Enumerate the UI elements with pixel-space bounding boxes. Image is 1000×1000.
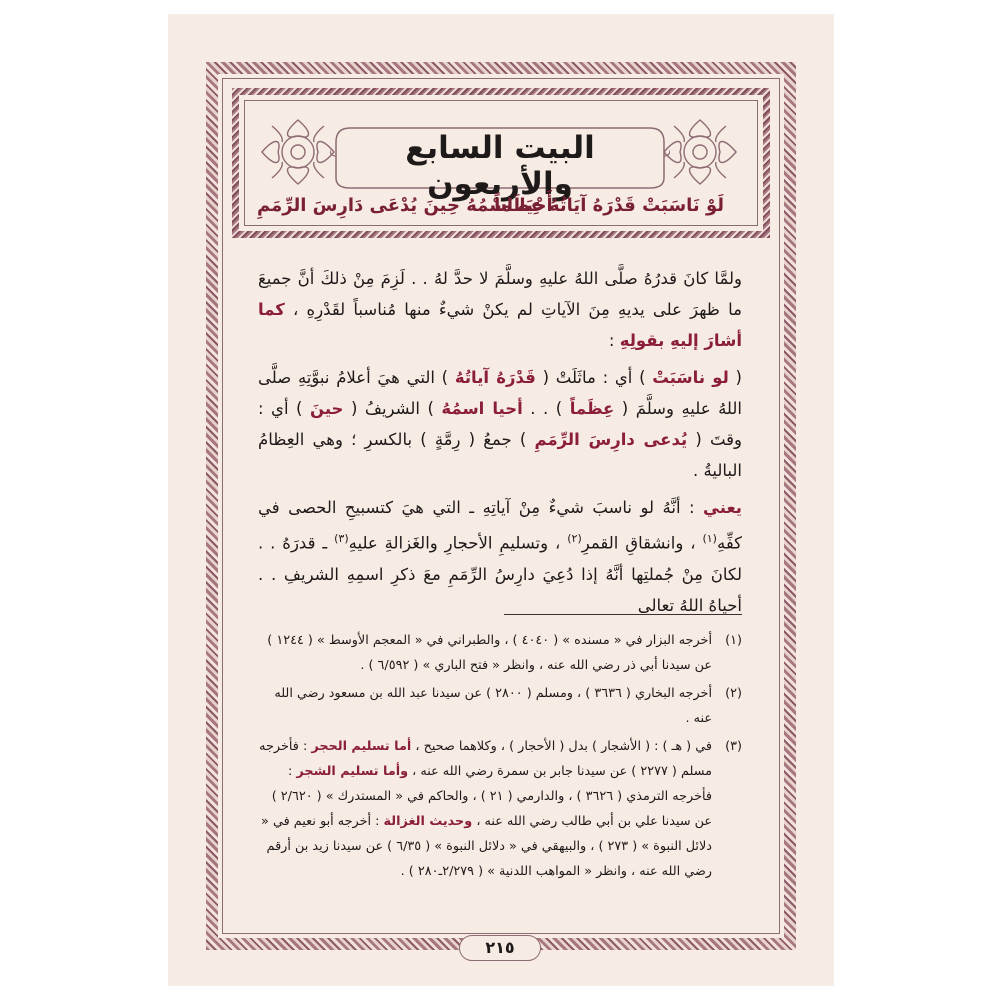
- highlighted-term: حينَ: [309, 399, 344, 418]
- highlighted-term: عِظَماً: [569, 399, 615, 418]
- footnote-number: (٣): [725, 739, 742, 754]
- footnotes: [258, 628, 742, 887]
- text-run: :: [608, 331, 620, 350]
- text-run: : أنَّهُ لو ناسبَ شيءٌ مِنْ آياتِهِ ـ التي هيَ كتسبيحِ الحصى في كفِّهِ: [258, 498, 743, 553]
- verse-first-hemistich: لَوْ نَاسَبَتْ قَدْرَهُ آيَاتُهُ عِظَماً: [494, 195, 724, 216]
- text-run: ) أي : وقتَ (: [258, 399, 742, 449]
- text-run: ـ قدرَهُ . . لكانَ مِنْ جُملتِها أنَّهُ إذا دُعِيَ دارِسُ الرِّمَمِ معَ ذكرِ اسمِهِ الشريفِ . . أحياهُ اللهُ تعالى: [258, 533, 742, 615]
- highlighted-term: يعني: [703, 498, 742, 517]
- footnote-separator: [504, 614, 742, 615]
- footnote-marker: (١): [702, 532, 717, 545]
- footnote-number: (٢): [725, 686, 742, 701]
- text-run: ، وانشقاقِ القمرِ: [581, 533, 703, 553]
- text-run: ) . .: [522, 399, 570, 418]
- highlighted-term: كما أشارَ إليهِ بقولِهِ: [258, 300, 742, 350]
- highlighted-term: وحديث الغزالة: [383, 814, 473, 829]
- text-run: ) أي : ماثَلَتْ (: [535, 368, 653, 387]
- footnote: [258, 681, 742, 731]
- highlighted-term: لو ناسَبَتْ: [652, 368, 729, 387]
- footnote-marker: (٢): [567, 532, 582, 545]
- text-run: (: [728, 368, 742, 387]
- commentary-text: [258, 263, 742, 627]
- arabesque-ornament-left: [254, 112, 342, 192]
- highlighted-term: وأما تسليم الشجر: [296, 764, 409, 779]
- text-run: ) الشريفُ (: [343, 399, 442, 418]
- paragraph: [258, 362, 742, 486]
- highlighted-term: أما تسليم الحجر: [311, 739, 412, 754]
- text-run: ولمَّا كانَ قدرُهُ صلَّى اللهُ عليهِ وسلَّمَ لا حدَّ لهُ . . لَزِمَ مِنْ ذلكَ أنَّ جميعَ ما ظهرَ على يديهِ مِنَ الآياتِ لم يكنْ شيءٌ منها مُناسباً لقَدْرِهِ ،: [258, 269, 742, 319]
- text-run: ، وتسليمِ الأحجارِ والغَزالةِ عليهِ: [348, 533, 568, 553]
- footnote-marker: (٣): [334, 532, 349, 545]
- highlighted-term: يُدعى دارِسَ الرِّمَمِ: [534, 430, 688, 449]
- page-number: ٢١٥: [459, 935, 541, 961]
- footnote: [258, 628, 742, 678]
- text-run: ) التي هيَ أعلامُ نبوَّتِهِ صلَّى اللهُ عليهِ وسلَّمَ (: [258, 368, 742, 418]
- footnote-number: (١): [725, 633, 742, 648]
- text-run: أخرجه البخاري ( ٣٦٣٦ ) ، ومسلم ( ٢٨٠٠ ) عن سيدنا عبد الله بن مسعود رضي الله عنه .: [274, 686, 712, 726]
- highlighted-term: قَدْرَهُ آياتُهُ: [454, 368, 536, 387]
- chapter-title: البيت السابع والأربعون: [405, 130, 595, 202]
- footnote: [258, 734, 742, 884]
- paragraph: [258, 263, 742, 356]
- highlighted-term: أحيا اسمُهُ: [441, 399, 523, 418]
- verse-second-hemistich: أَحْيَا اسْمُهُ حِينَ يُدْعَى دَارِسَ الرِّمَمِ: [257, 195, 553, 216]
- text-run: : فأخرجه مسلم ( ٢٢٧٧ ) عن سيدنا جابر بن سمرة رضي الله عنه ،: [259, 739, 712, 779]
- text-run: في ( هـ ) : ( الأشجار ) بدل ( الأحجار ) ، وكلاهما صحيح ،: [411, 739, 712, 754]
- text-run: : فأخرجه الترمذي ( ٣٦٢٦ ) ، والدارمي ( ٢١ ) ، والحاكم في « المستدرك » ( ٢/٦٢٠ ) عن سيدنا علي بن أبي طالب رضي الله عنه ،: [271, 764, 712, 829]
- paragraph: [258, 492, 742, 621]
- text-run: أخرجه البزار في « مسنده » ( ٤٠٤٠ ) ، والطبراني في « المعجم الأوسط » ( ١٢٤٤ ) عن سيدنا أبي ذر رضي الله عنه ، وانظر « فتح الباري » ( ٦/٥٩٢ ) .: [267, 633, 712, 673]
- text-run: ) جمعُ ( رِمَّةٍ ) بالكسرِ ؛ وهي العِظامُ الباليةُ .: [258, 430, 742, 480]
- text-run: : أخرجه أبو نعيم في « دلائل النبوة » ( ٢٧٣ ) ، والبيهقي في « دلائل النبوة » ( ٦/٣٥ ) عن سيدنا زيد بن أرقم رضي الله عنه ، وانظر « المواهب اللدنية » ( ٢/٢٧٩ـ٢٨٠ ) .: [261, 814, 712, 879]
